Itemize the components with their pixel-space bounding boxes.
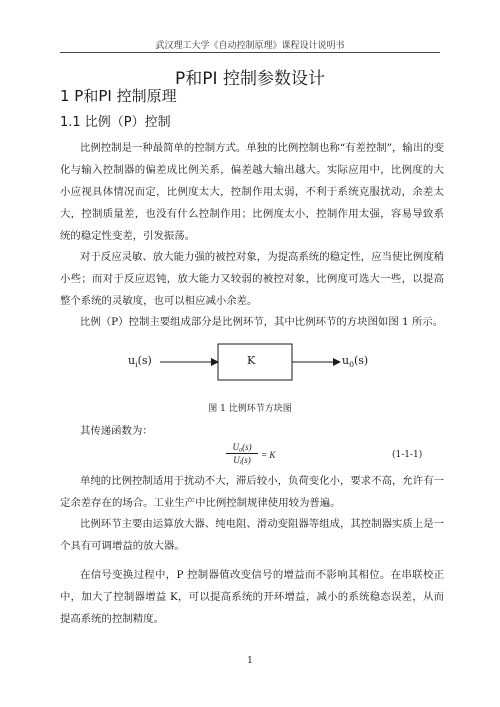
- transfer-fraction: [226, 442, 258, 465]
- equation-number: (1-1-1): [392, 450, 423, 460]
- paragraph-1: 比例控制是一种最简单的控制方式。单独的比例控制也称“有差控制”，输出的变化与输入控制器的偏差成比例关系，偏差越大输出越大。实际应用中，比例度的大小应视具体情况而定，比例度太大，控制作用太弱，不利于系统克服扰动，余差太大，控制质量差，也没有什么控制作用；比例度太小，控制作用太强，容易导致系统的稳定性变差，引发振荡。: [60, 142, 444, 242]
- formula-rhs: = K: [261, 450, 276, 460]
- header-rule: [60, 52, 440, 53]
- input-signal-label: $u_i(s)$: [128, 354, 152, 370]
- document-title: P和PI 控制参数设计: [175, 69, 325, 89]
- paragraph-5: 单纯的比例控制适用于扰动不大，滞后较小，负荷变化小，要求不高，允许有一定余差存在的场合。工业生产中比例控制规律使用较为普遍。: [60, 475, 444, 509]
- paragraph-7: 在信号变换过程中，P 控制器值改变信号的增益而不影响其相位。在串联校正中，加大了控制器增益 K，可以提高系统的开环增益，减小的系统稳态误差，从而提高系统的控制精度。: [60, 569, 444, 625]
- paragraph-4: 其传递函数为：: [80, 425, 153, 437]
- paragraph-2: 对于反应灵敏、放大能力强的被控对象，为提高系统的稳定性，应当使比例度稍小些；而对于反应迟钝，放大能力又较弱的被控对象，比例度可选大一些，以提高整个系统的灵敏度，也可以相应减小余差。: [60, 251, 444, 307]
- page-header: 武汉理工大学《自动控制原理》课程设计说明书: [155, 41, 345, 51]
- output-signal-label: $u_0(s)$: [342, 354, 369, 370]
- formula-numerator: U₀(s): [226, 442, 258, 454]
- subsection-heading: 1.1 比例（P）控制: [60, 115, 171, 130]
- block-diagram: [120, 340, 380, 390]
- section-heading: 1 P和PI 控制原理: [60, 87, 177, 105]
- gain-label: K: [247, 354, 256, 367]
- formula-denominator: Uᵢ(s): [233, 455, 251, 465]
- paragraph-6: 比例环节主要由运算放大器、纯电阻、滑动变阻器等组成，其控制器实质上是一个具有可调增益的放大器。: [60, 518, 444, 552]
- page-number: 1: [247, 656, 253, 666]
- paragraph-3: 比例（P）控制主要组成部分是比例环节，其中比例环节的方块图如图 1 所示。: [80, 316, 444, 328]
- figure-caption: 图 1 比例环节方块图: [208, 404, 292, 414]
